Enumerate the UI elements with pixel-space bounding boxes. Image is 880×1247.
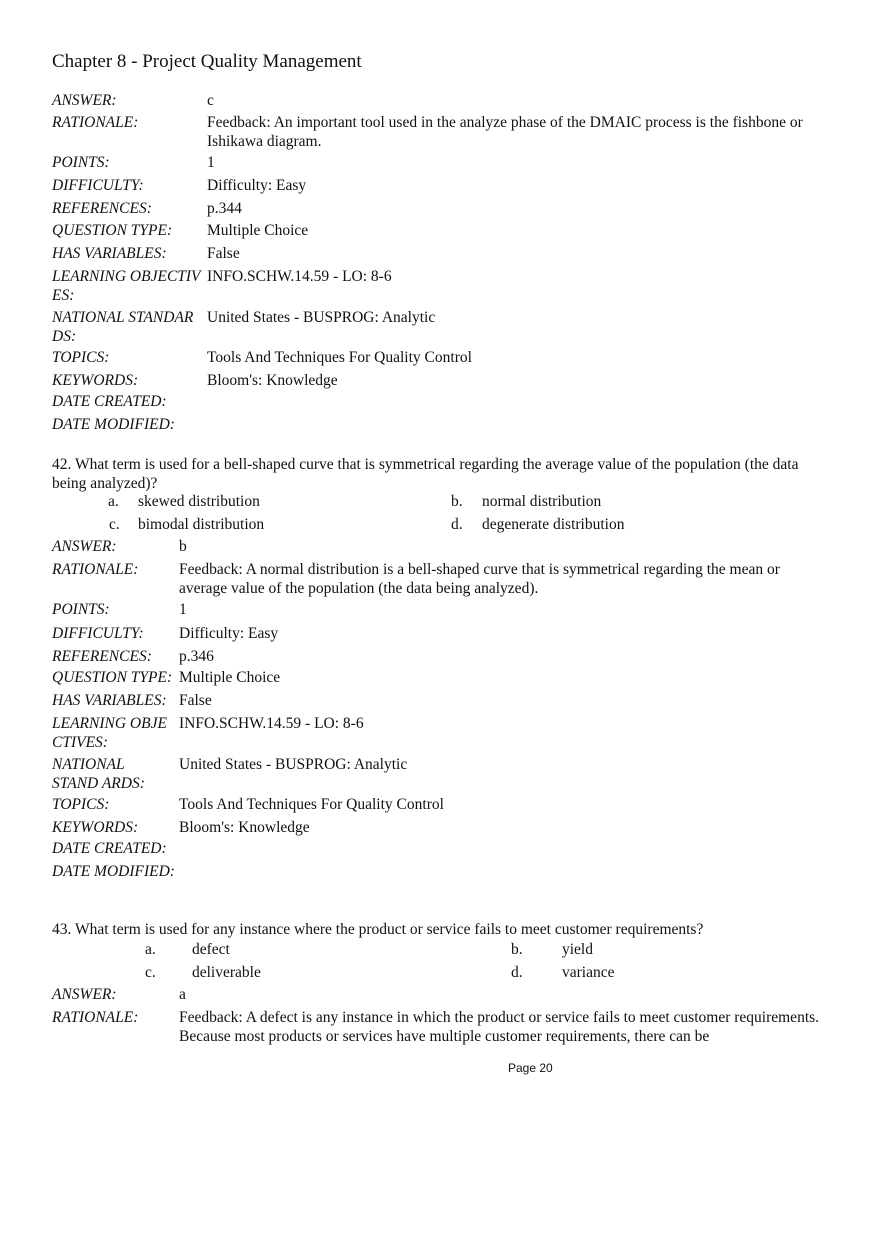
references-value: p.346 (179, 648, 214, 665)
rationale-label: RATIONALE: (52, 1009, 139, 1026)
answer-value: a (179, 986, 186, 1003)
has-variables-value: False (179, 692, 212, 709)
difficulty-value: Difficulty: Easy (207, 177, 307, 194)
date-created-label: DATE CREATED: (52, 840, 167, 857)
rationale-value: Feedback: An important tool used in the analyze phase of the DMAIC process is the fishbone or Ishikawa diagram. (207, 114, 803, 150)
national-standards-value: United States - BUSPROG: Analytic (207, 309, 436, 326)
references-value: p.344 (207, 200, 242, 217)
has-variables-value: False (207, 245, 240, 262)
page-number: Page 20 (508, 1061, 553, 1075)
points-label: POINTS: (52, 154, 110, 171)
points-label: POINTS: (52, 601, 110, 618)
chapter-title: Chapter 8 - Project Quality Management (52, 51, 362, 72)
learning-objectives-value: INFO.SCHW.14.59 - LO: 8-6 (179, 715, 364, 732)
rationale-value: Feedback: A normal distribution is a bell-shaped curve that is symmetrical regarding the mean or average value of the population (the data being analyzed). (179, 561, 780, 597)
answer-label: ANSWER: (52, 538, 117, 555)
answer-value: b (179, 538, 187, 555)
has-variables-label: HAS VARIABLES: (52, 692, 167, 709)
date-modified-label: DATE MODIFIED: (52, 863, 175, 880)
option-letter: a. (108, 493, 119, 510)
rationale-value: Feedback: A defect is any instance in which the product or service fails to meet customer requirements. Because most products or services have multiple customer requirements, there can be (179, 1009, 820, 1045)
answer-label: ANSWER: (52, 92, 117, 109)
question-42-text: 42. What term is used for a bell-shaped curve that is symmetrical regarding the average value of the population (the data being analyzed)? (52, 456, 799, 492)
topics-label: TOPICS: (52, 796, 110, 813)
rationale-label: RATIONALE: (52, 114, 139, 131)
option-letter: c. (109, 516, 120, 533)
option-text: skewed distribution (138, 493, 260, 510)
option-letter: d. (511, 964, 523, 981)
difficulty-value: Difficulty: Easy (179, 625, 279, 642)
learning-objectives-label: LEARNING OBJECTIV ES: (52, 268, 201, 304)
national-standards-label: NATIONAL STANDAR DS: (52, 309, 194, 345)
national-standards-label: NATIONAL STAND ARDS: (52, 756, 145, 792)
keywords-value: Bloom's: Knowledge (179, 819, 310, 836)
learning-objectives-label: LEARNING OBJE CTIVES: (52, 715, 167, 751)
option-letter: b. (451, 493, 463, 510)
option-text: degenerate distribution (482, 516, 625, 533)
option-letter: a. (145, 941, 156, 958)
option-letter: c. (145, 964, 156, 981)
difficulty-label: DIFFICULTY: (52, 177, 144, 194)
points-value: 1 (179, 601, 187, 618)
points-value: 1 (207, 154, 215, 171)
option-text: bimodal distribution (138, 516, 265, 533)
option-text: deliverable (192, 964, 261, 981)
keywords-value: Bloom's: Knowledge (207, 372, 338, 389)
references-label: REFERENCES: (52, 200, 152, 217)
learning-objectives-value: INFO.SCHW.14.59 - LO: 8-6 (207, 268, 392, 285)
topics-value: Tools And Techniques For Quality Control (179, 796, 444, 813)
references-label: REFERENCES: (52, 648, 152, 665)
question-type-label: QUESTION TYPE: (52, 669, 173, 686)
date-created-label: DATE CREATED: (52, 393, 167, 410)
question-43-text: 43. What term is used for any instance where the product or service fails to meet customer requirements? (52, 921, 704, 938)
answer-label: ANSWER: (52, 986, 117, 1003)
question-type-label: QUESTION TYPE: (52, 222, 173, 239)
topics-label: TOPICS: (52, 349, 110, 366)
rationale-label: RATIONALE: (52, 561, 139, 578)
option-text: normal distribution (482, 493, 602, 510)
keywords-label: KEYWORDS: (52, 819, 139, 836)
topics-value: Tools And Techniques For Quality Control (207, 349, 472, 366)
option-text: variance (562, 964, 615, 981)
national-standards-value: United States - BUSPROG: Analytic (179, 756, 408, 773)
has-variables-label: HAS VARIABLES: (52, 245, 167, 262)
option-letter: b. (511, 941, 523, 958)
option-text: yield (562, 941, 593, 958)
date-modified-label: DATE MODIFIED: (52, 416, 175, 433)
answer-value: c (207, 92, 214, 109)
option-text: defect (192, 941, 230, 958)
option-letter: d. (451, 516, 463, 533)
question-type-value: Multiple Choice (179, 669, 281, 686)
question-type-value: Multiple Choice (207, 222, 309, 239)
difficulty-label: DIFFICULTY: (52, 625, 144, 642)
keywords-label: KEYWORDS: (52, 372, 139, 389)
